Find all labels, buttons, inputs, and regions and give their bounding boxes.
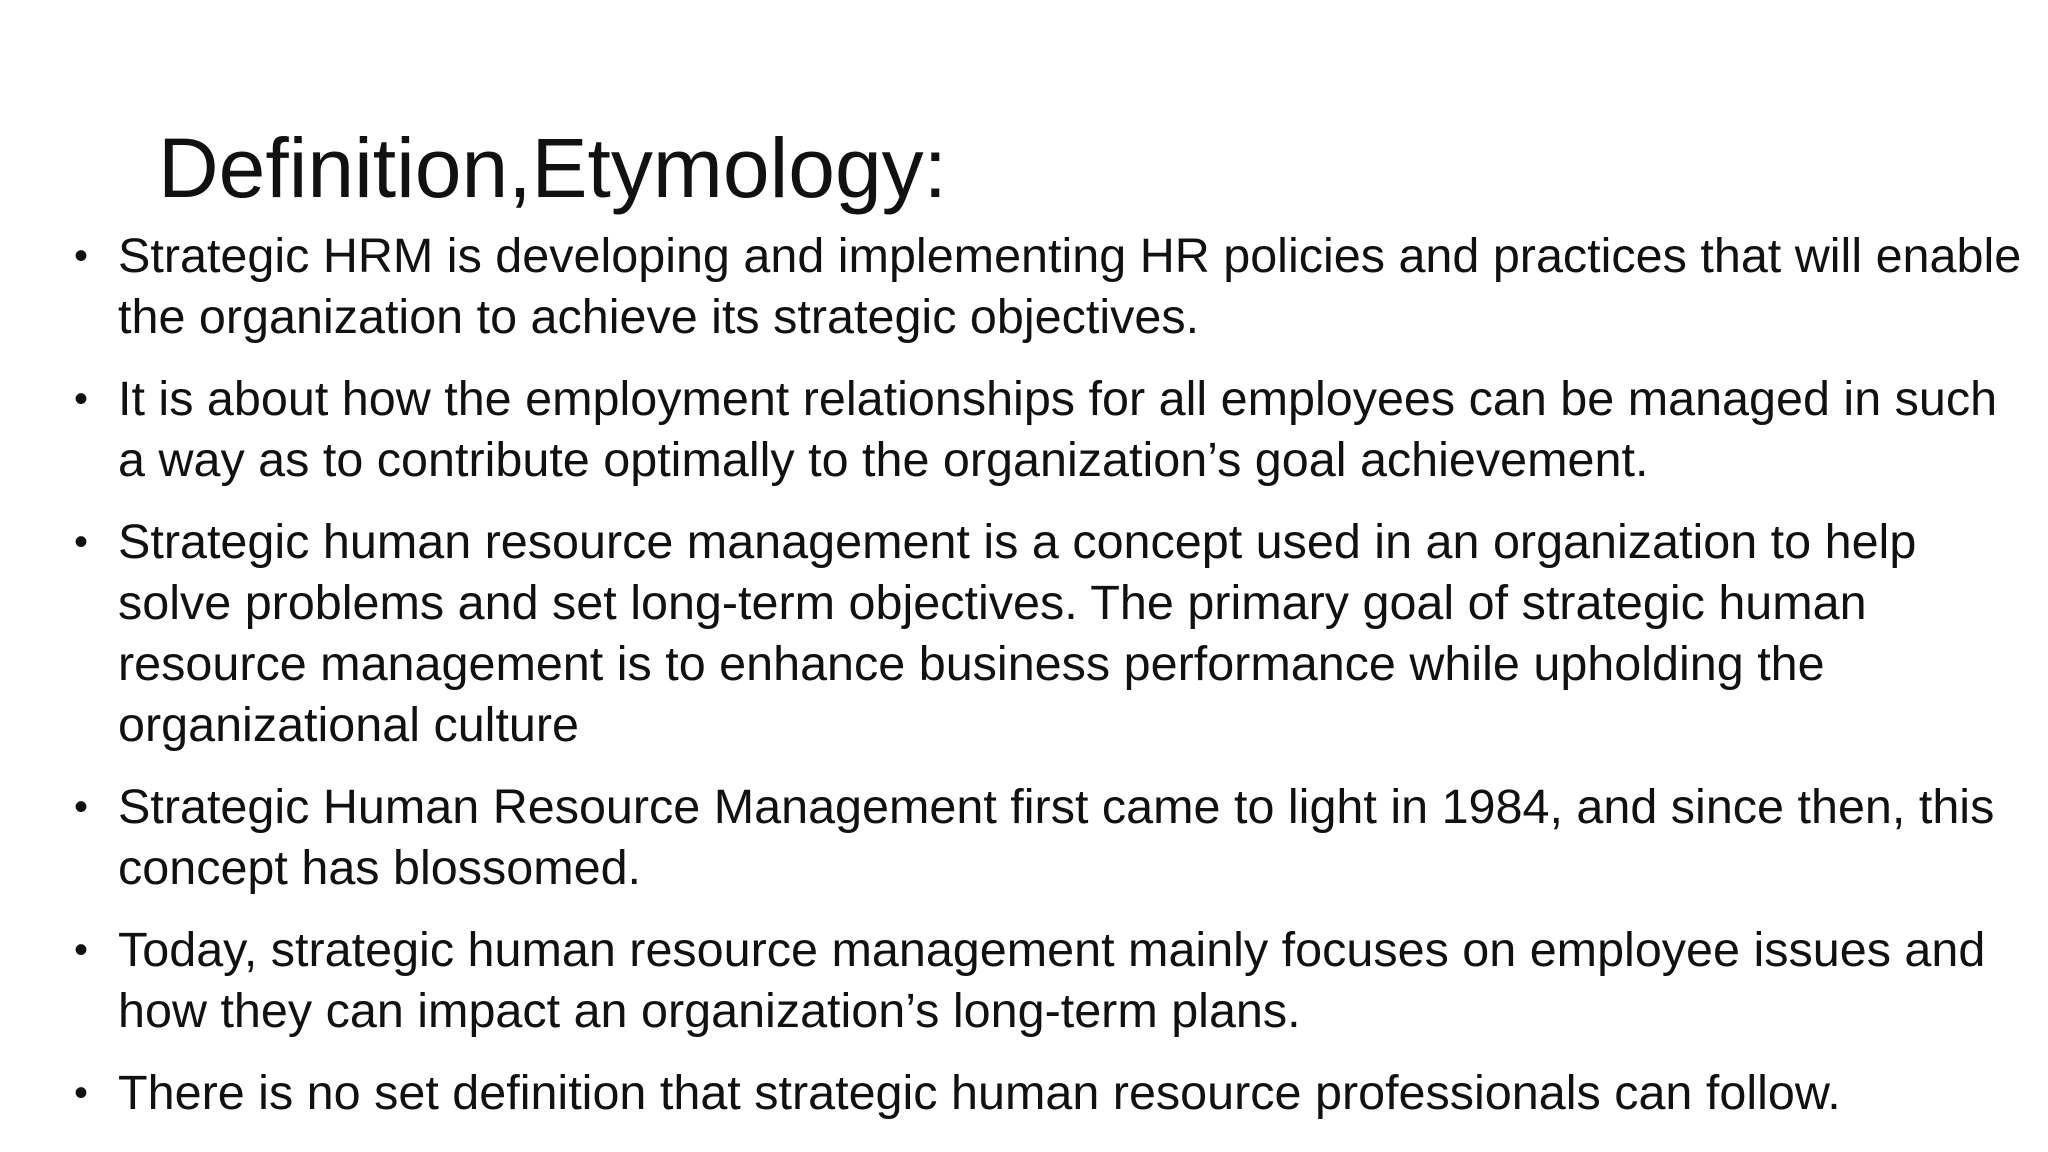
bullet-text: Strategic Human Resource Management first came to light in 1984, and since then, this concept has blossomed. — [118, 780, 1995, 895]
bullet-item — [74, 777, 2024, 899]
bullet-icon: • — [74, 928, 89, 972]
bullet-item — [74, 369, 2024, 491]
bullet-icon: • — [74, 520, 89, 564]
bullet-item — [74, 226, 2024, 348]
bullet-text: It is about how the employment relationships for all employees can be managed in such a way as to contribute optimally to the organization’s goal achievement. — [118, 372, 1998, 487]
bullet-icon: • — [74, 785, 89, 829]
bullet-text: Strategic HRM is developing and implementing HR policies and practices that will enable the organization to achieve its strategic objectives. — [118, 229, 2022, 344]
bullet-list — [74, 226, 2024, 1145]
bullet-text: There is no set definition that strategic human resource professionals can follow. — [118, 1066, 1841, 1120]
slide-title: Definition,Etymology: — [158, 121, 948, 215]
bullet-item — [74, 1063, 2024, 1124]
bullet-text: Today, strategic human resource management mainly focuses on employee issues and how they can impact an organization’s long-term plans. — [118, 923, 1986, 1038]
bullet-item — [74, 512, 2024, 756]
bullet-icon: • — [74, 1071, 89, 1115]
bullet-text: Strategic human resource management is a concept used in an organization to help solve problems and set long-term objectives. The primary goal of strategic human resource management is to enhance business performance while upholding the organizational culture — [118, 515, 1917, 752]
bullet-icon: • — [74, 234, 89, 278]
bullet-icon: • — [74, 377, 89, 421]
bullet-item — [74, 920, 2024, 1042]
